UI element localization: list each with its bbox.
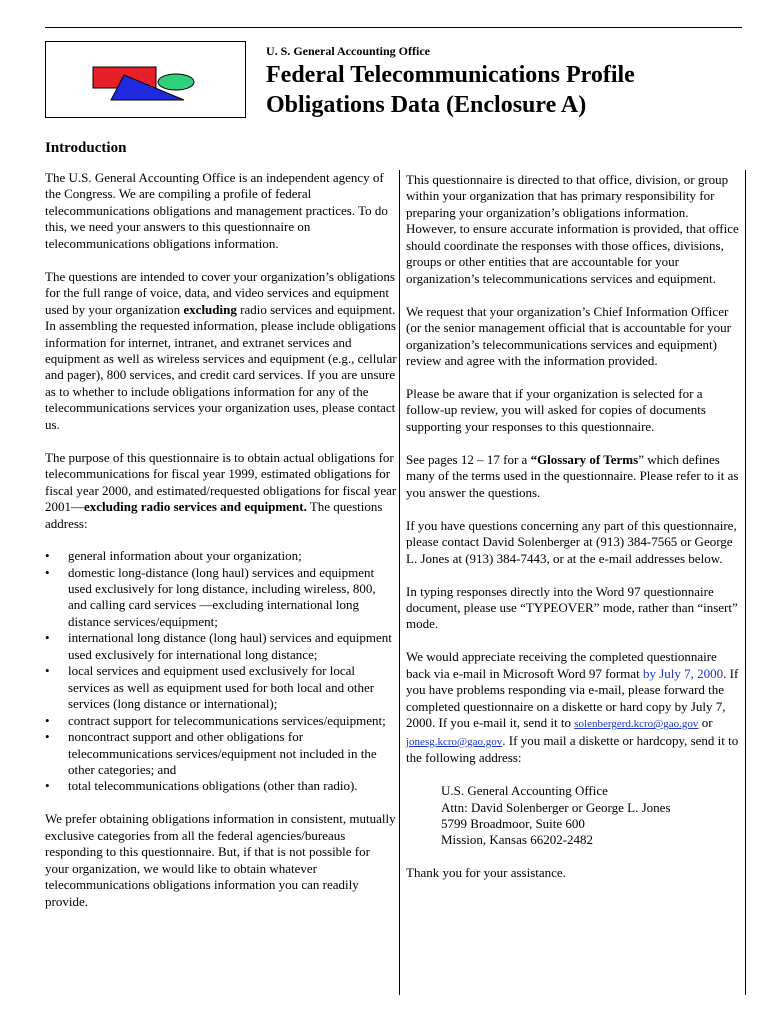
followup-paragraph: Please be aware that if your organization is selected for a follow-up review, you will asked for copies of documents supporting your responses to this questionnaire. [406,385,706,434]
list-item: • international long distance (long haul) services and equipment used exclusively for international long distance; [45,630,392,662]
right-border [745,170,746,995]
glossary-paragraph: See pages 12 – 17 for a “Glossary of Terms” which defines many of the terms used in the questionnaire. Please refer to it as you answer the questions. [406,451,739,500]
logo-green-ellipse [158,74,194,90]
list-item: • total telecommunications obligations (other than radio). [45,778,358,794]
email-link-solenberger[interactable]: solenbergerd.kcro@gao.gov [574,718,699,731]
mailing-address [441,783,742,849]
intro-paragraph: The U.S. General Accounting Office is an independent agency of the Congress. We are compiling a profile of federal telecommunications obligations and management practices. To do this, we need your answers to this questionnaire on telecommunications obligations information. [45,170,388,251]
thanks-text: Thank you for your assistance. [406,865,566,881]
directed-paragraph: This questionnaire is directed to that office, division, or group within your organization that has primary responsibility for preparing your organization’s obligations information. However, to ensure accurate information is provided, that office should coordinate the responses with those offices, divisions, groups or other entities that are accountable for your organization’s telecommunications services and equipment. [406,172,739,286]
left-column [45,170,397,927]
typeover-paragraph: In typing responses directly into the Word 97 questionnaire document, please use “TYPEOVER” mode, rather than “insert” mode. [406,583,738,632]
title-line-1: Federal Telecommunications Profile [266,62,635,88]
list-item: • contract support for telecommunications services/equipment; [45,712,386,728]
right-column [406,172,742,898]
cio-paragraph: We request that your organization’s Chief Information Officer (or the senior management official that is accountable for your organization’s telecommunications services and equipment) review and agree with the information provided. [406,303,731,369]
title-line-2: Obligations Data (Enclosure A) [266,92,587,118]
logo-shapes-icon [46,42,245,117]
email-link-jones[interactable]: jonesg.kcro@gao.gov [406,735,503,748]
contact-paragraph: If you have questions concerning any part of this questionnaire, please contact David Solenberger at (913) 384-7565 or George L. Jones at (913) 384-7443, or at the e-mail addresses below. [406,517,737,566]
list-item: • general information about your organization; [45,548,302,564]
list-item: • noncontract support and other obligations for telecommunications services/equipment not included in the other categories; and [45,729,377,777]
address-line: Attn: David Solenberger or George L. Jones [441,799,671,815]
address-line: 5799 Broadmoor, Suite 600 [441,816,585,831]
address-line: U.S. General Accounting Office [441,783,608,799]
return-paragraph: We would appreciate receiving the completed questionnaire back via e-mail in Microsoft Word 97 format by July 7, 2000. If you have problems responding via e-mail, please forward the completed questionnaire on a diskette or hard copy by July 7, 2000. If you e-mail it, send it to solenbergerd.kcro@gao.gov or jonesg.kcro@gao.gov. If you mail a diskette or hardcopy, send it to the following address: [406,649,739,766]
deadline-text: by July 7, 2000 [642,665,724,681]
gao-logo [45,41,246,118]
preference-paragraph: We prefer obtaining obligations information in consistent, mutually exclusive categories from all the federal agencies/bureaus responding to this questionnaire. But, if that is not possible for your organization, we would like to obtain whatever telecommunications obligations information you can readily provide. [45,811,396,909]
agency-name: U. S. General Accounting Office [266,44,430,58]
column-divider [399,170,400,995]
list-item: • domestic long-distance (long haul) services and equipment used exclusively for long distance, including wireless, 800, and calling card services —excluding international long distance services/equipment; [45,564,376,629]
scope-paragraph: The questions are intended to cover your organization’s obligations for the full range of voice, data, and video services and equipment used by your organization excluding radio services and equipment. In assembling the requested information, please include obligations information for internet, intranet, and extranet services and equipment as well as wireless services and equipment (e.g., cellular and pager), 800 services, and credit card services. If you are unsure as to whether to include obligations information for any of the telecommunications services your organization uses, please contact us. [45,268,397,432]
topics-list [45,548,397,795]
page-title [266,60,635,120]
address-line: Mission, Kansas 66202-2482 [441,832,594,848]
top-rule [45,27,742,28]
list-item: • local services and equipment used exclusively for local services as well as equipment used for both local and other services (long distance or international); [45,663,375,712]
purpose-paragraph: The purpose of this questionnaire is to obtain actual obligations for telecommunications for fiscal year 1999, estimated obligations for fiscal year 2000, and estimated/requested obligations for fiscal year 2001—excluding radio services and equipment. The questions address: [45,449,397,531]
section-heading: Introduction [45,140,127,156]
